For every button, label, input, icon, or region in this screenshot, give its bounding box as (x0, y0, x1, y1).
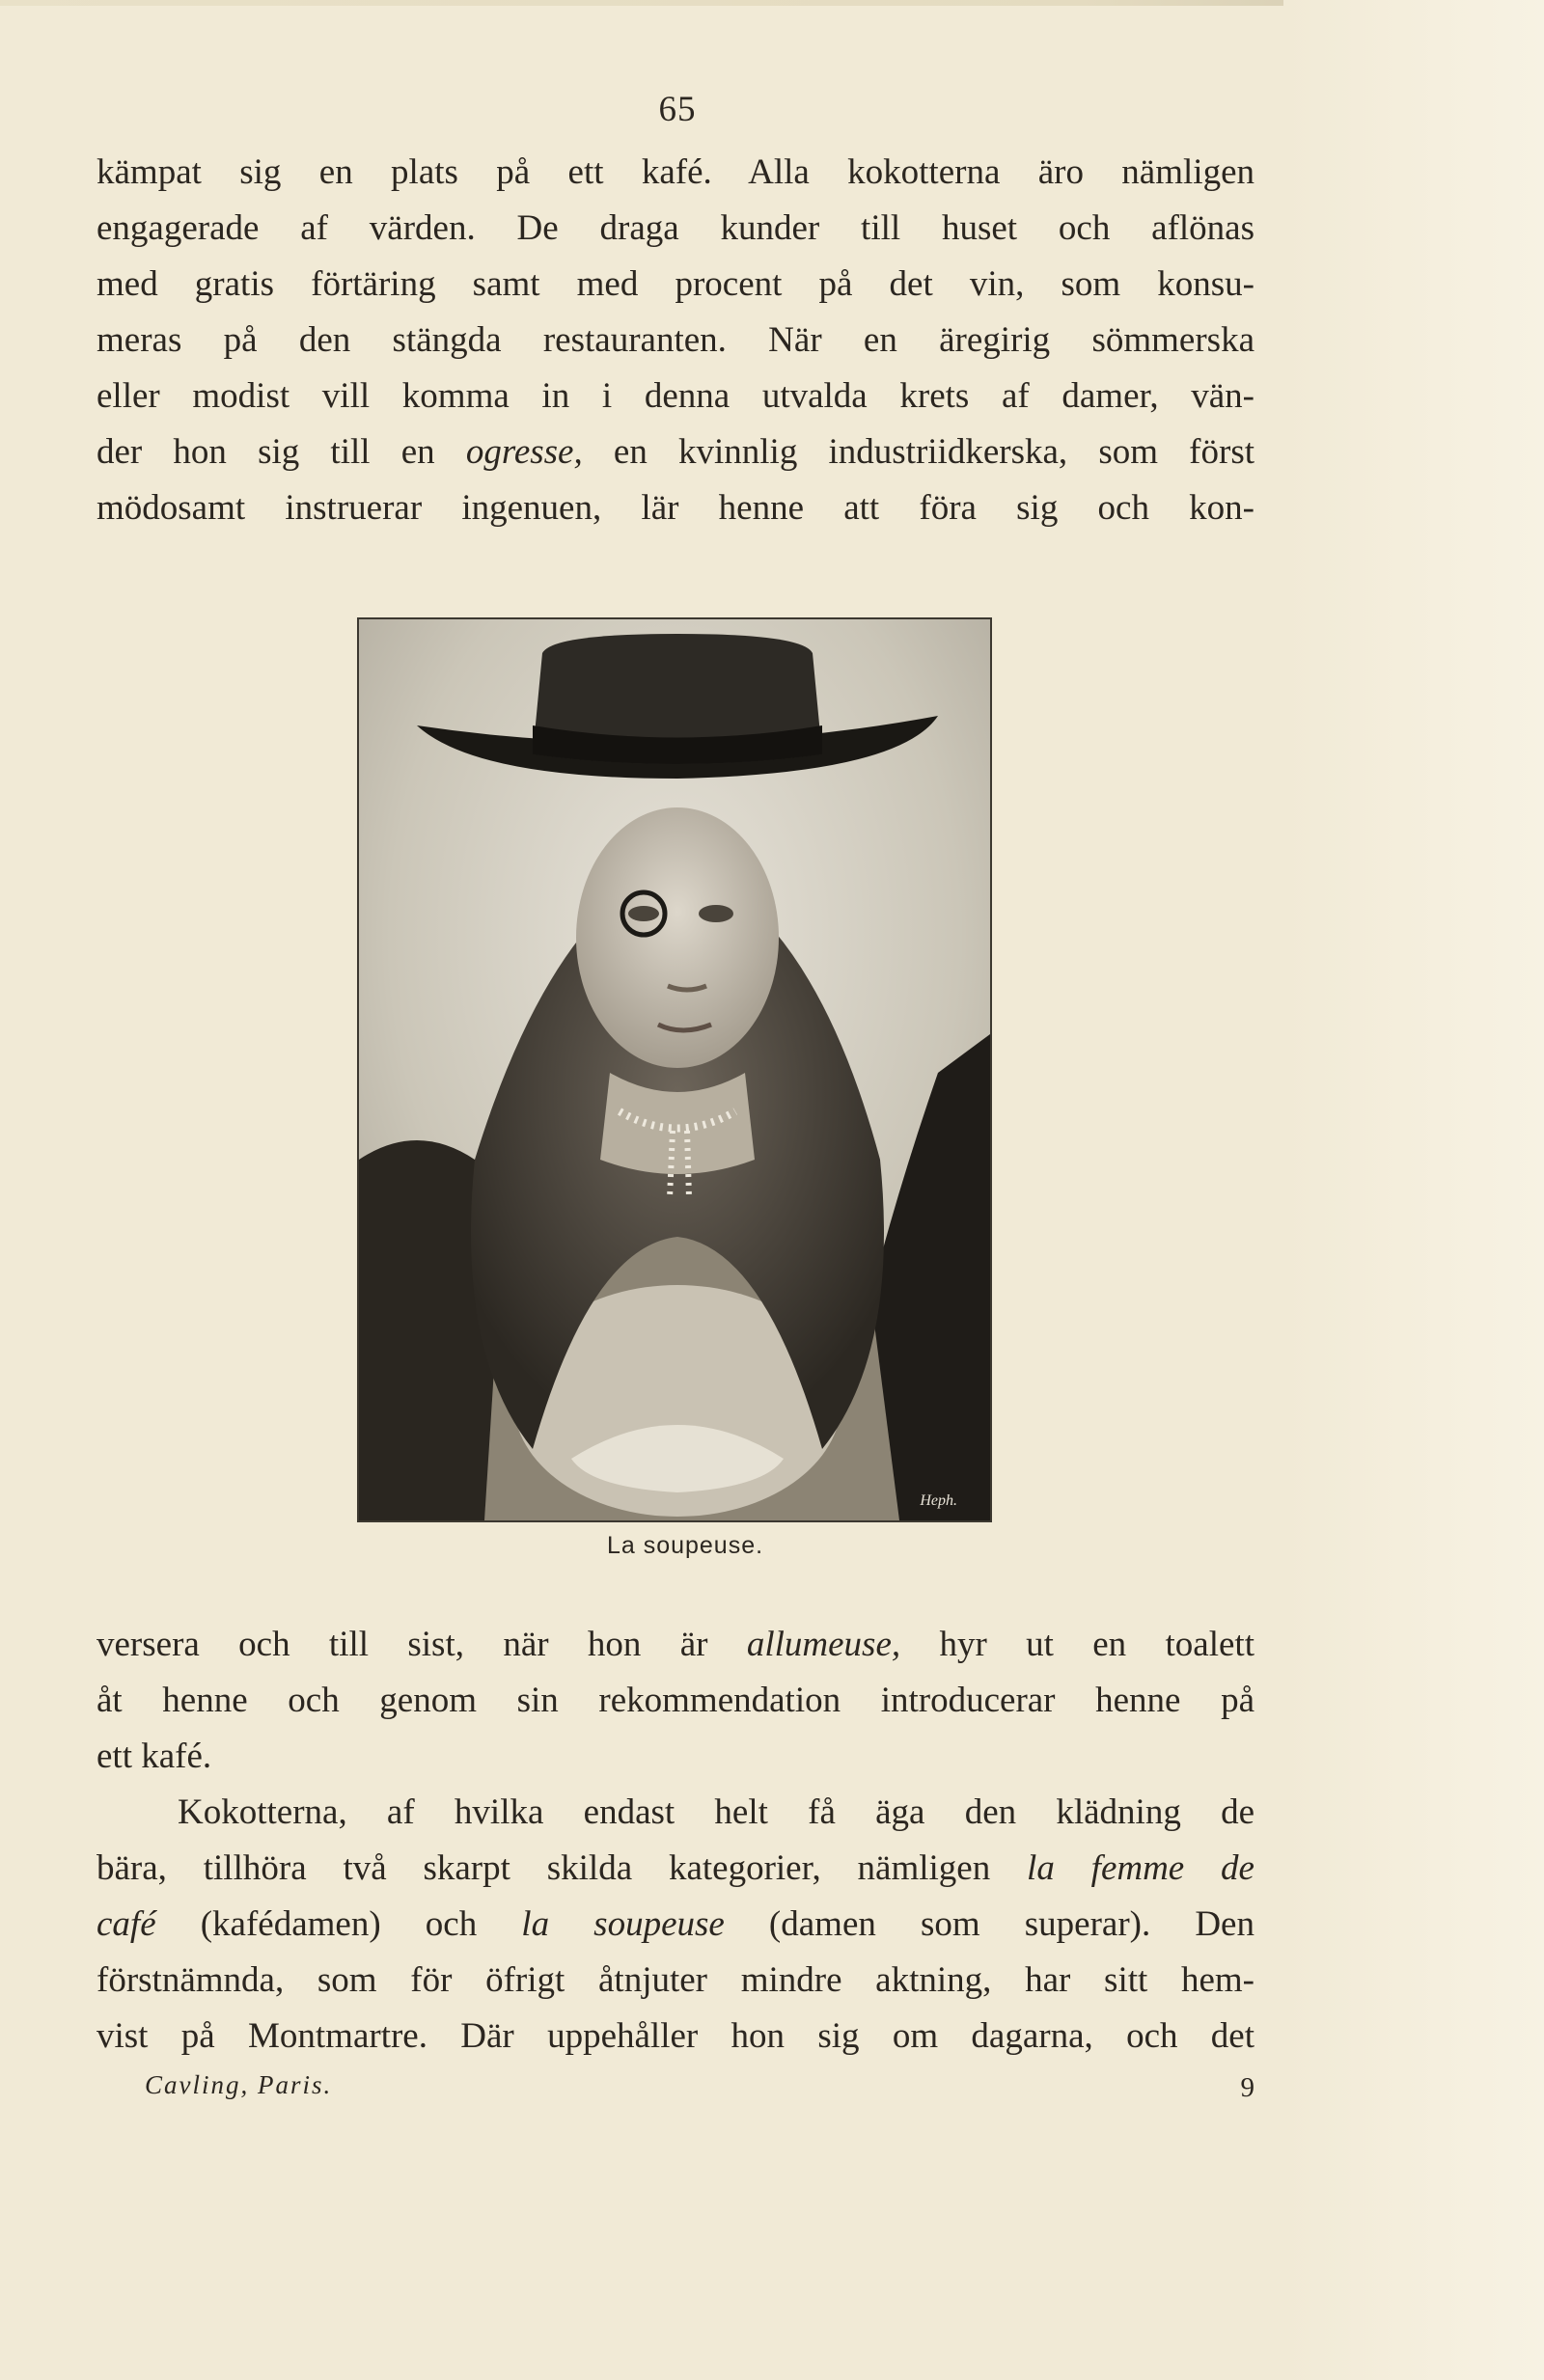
italic-term-cafe: café (96, 1904, 156, 1944)
text-run: en kvinnlig industriidkerska, som först (582, 432, 1254, 472)
paragraph-top (96, 145, 1254, 536)
signature-mark: Cavling, Paris. (145, 2070, 333, 2099)
photographer-signature: Heph. (920, 1492, 957, 1509)
text-run: hyr ut en toalett (900, 1625, 1254, 1664)
text-run: bära, tillhöra två skarpt skilda kategorier, nämligen (96, 1848, 1028, 1888)
paragraph-continuation (96, 1617, 1254, 2065)
text-line (96, 424, 1254, 480)
text-line: vist på Montmartre. Där uppehåller hon sig om dagarna, och det (96, 2016, 1254, 2056)
text-line: eller modist vill komma in i denna utvalda krets af damer, vän- (96, 376, 1254, 416)
text-line: engagerade af värden. De draga kunder till huset och aflönas (96, 208, 1254, 248)
text-run: (damen som superar). Den (724, 1904, 1254, 1944)
italic-term-la-femme-de: la femme de (1027, 1848, 1254, 1888)
text-line: kämpat sig en plats på ett kafé. Alla kokotterna äro nämligen (96, 152, 1254, 192)
italic-term-allumeuse: allumeuse, (746, 1625, 901, 1664)
portrait-illustration (359, 619, 990, 1520)
page-number: 65 (658, 90, 697, 129)
text-line: med gratis förtäring samt med procent på det vin, som konsu- (96, 264, 1254, 304)
page-footer (96, 2070, 1254, 2109)
text-line: meras på den stängda restauranten. När en äregirig sömmerska (96, 320, 1254, 360)
text-line: Kokotterna, af hvilka endast helt få äga den klädning de (178, 1792, 1254, 1832)
text-run: (kafédamen) och (155, 1904, 522, 1944)
page-margin (1283, 0, 1544, 2380)
figure-caption: La soupeuse. (606, 1532, 764, 1559)
text-line (96, 1617, 1254, 1673)
portrait-photograph (357, 617, 992, 1522)
folio-number: 9 (1240, 2072, 1254, 2103)
text-line (96, 1841, 1254, 1897)
text-line: mödosamt instruerar ingenuen, lär henne att föra sig och kon- (96, 488, 1254, 528)
text-line: förstnämnda, som för öfrigt åtnjuter mindre aktning, har sitt hem- (96, 1960, 1254, 2000)
italic-term-ogresse: ogresse, (465, 432, 583, 472)
text-line: ett kafé. (96, 1737, 212, 1776)
text-line (96, 1897, 1254, 1953)
italic-term-la-soupeuse: la soupeuse (521, 1904, 725, 1944)
text-run: der hon sig till en (96, 432, 466, 472)
text-line: åt henne och genom sin rekommendation introducerar henne på (96, 1681, 1254, 1720)
text-run: versera och till sist, när hon är (96, 1625, 747, 1664)
